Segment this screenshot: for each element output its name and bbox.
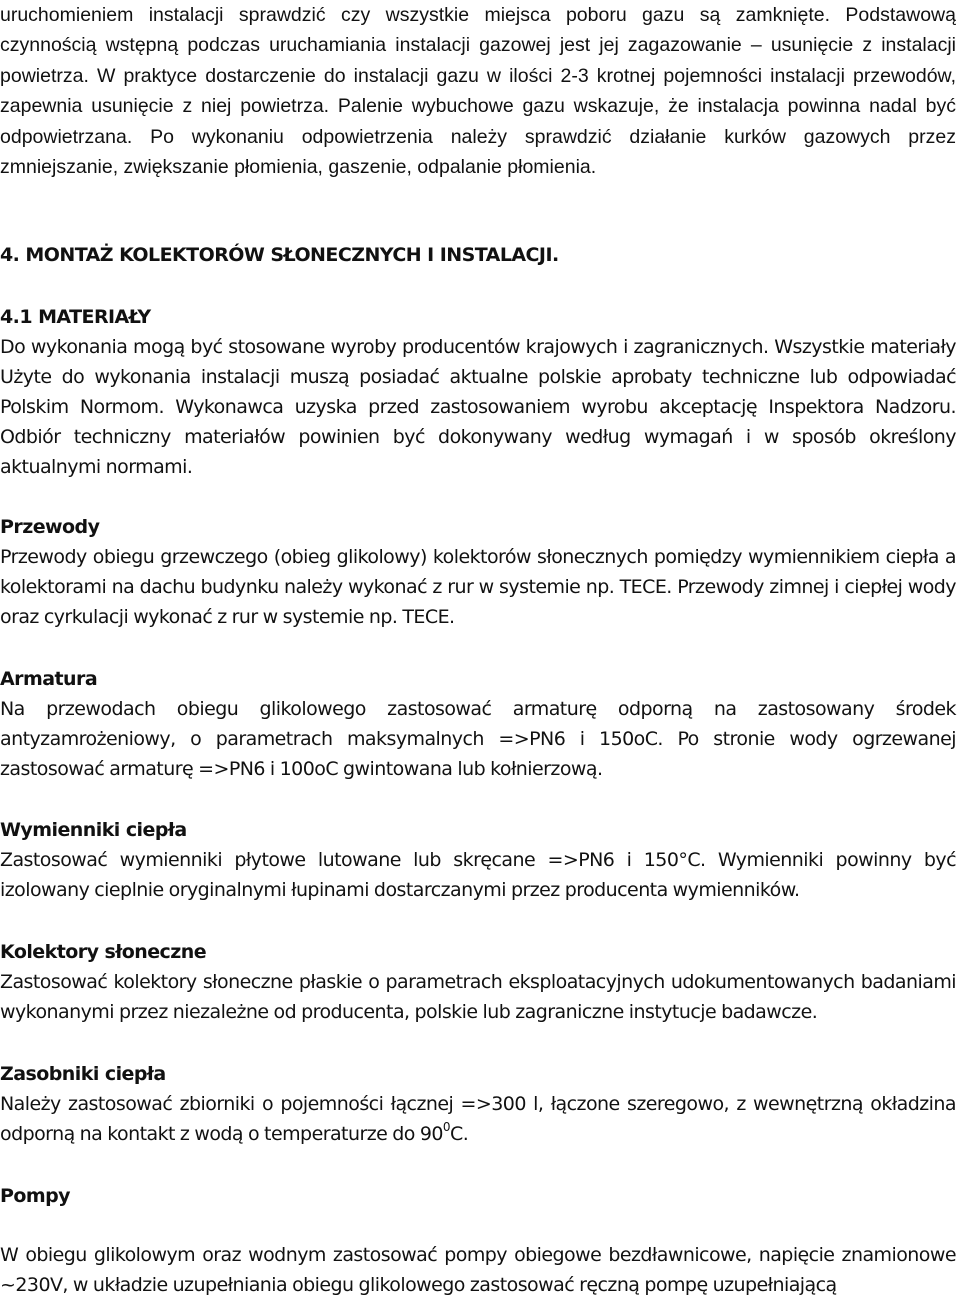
wymienniki-paragraph: Zastosować wymienniki płytowe lutowane lub skręcane =>PN6 i 150°C. Wymienniki powinny być izolowany cieplnie oryginalnymi łupinami dostarczanymi przez producenta wymienników. [0, 849, 956, 901]
section-4-1-heading: 4.1 MATERIAŁY [0, 306, 151, 328]
pompy-paragraph: W obiegu glikolowym oraz wodnym zastosować pompy obiegowe bezdławnicowe, napięcie znamionowe ~230V, w układzie uzupełniania obiegu glikolowego zastosować ręczną pompę uzupełniającą [0, 1244, 956, 1296]
armatura-heading: Armatura [0, 668, 98, 690]
zasobniki-text: Należy zastosować zbiorniki o pojemności łącznej =>300 l, łączone szeregowo, z wewnętrzną okładzina odporną na kontakt z wodą o temperaturze do 90 [0, 1093, 956, 1145]
zasobniki-paragraph [0, 1089, 956, 1149]
przewody-paragraph: Przewody obiegu grzewczego (obieg glikolowy) kolektorów słonecznych pomiędzy wymiennikiem ciepła a kolektorami na dachu budynku należy wykonać z rur w systemie np. TECE. Przewody zimnej i ciepłej wody oraz cyrkulacji wykonać z rur w systemie np. TECE. [0, 546, 956, 628]
materials-paragraph: Do wykonania mogą być stosowane wyroby producentów krajowych i zagranicznych. Wszystkie materiały Użyte do wykonania instalacji muszą posiadać aktualne polskie aprobaty techniczne lub odpowiadać Polskim Normom. Wykonawca uzyska przed zastosowaniem wyrobu akceptację Inspektora Nadzoru. Odbiór techniczny materiałów powinien być dokonywany według wymagań i w sposób określony aktualnymi normami. [0, 336, 956, 478]
zasobniki-heading: Zasobniki ciepła [0, 1063, 166, 1085]
kolektory-paragraph: Zastosować kolektory słoneczne płaskie o parametrach eksploatacyjnych udokumentowanych badaniami wykonanymi przez niezależne od producenta, polskie lub zagraniczne instytucje badawcze. [0, 971, 956, 1023]
zasobniki-text-end: C. [450, 1123, 469, 1145]
wymienniki-heading: Wymienniki ciepła [0, 819, 187, 841]
przewody-heading: Przewody [0, 516, 100, 538]
kolektory-heading: Kolektory słoneczne [0, 941, 207, 963]
section-4-heading: 4. MONTAŻ KOLEKTORÓW SŁONECZNYCH I INSTALACJI. [0, 244, 559, 266]
pompy-heading: Pompy [0, 1185, 71, 1207]
zasobniki-superscript: 0 [442, 1120, 451, 1134]
intro-paragraph: uruchomieniem instalacji sprawdzić czy wszystkie miejsca poboru gazu są zamknięte. Podstawową czynnością wstępną podczas uruchamiania instalacji gazowej jest jej zagazowanie – usunięcie z instalacji powietrza. W praktyce dostarczenie do instalacji gazu w ilości 2-3 krotnej pojemności instalacji przewodów, zapewnia usunięcie z niej powietrza. Palenie wybuchowe gazu wskazuje, że instalacja powinna nadal być odpowietrzana. Po wykonaniu odpowietrzenia należy sprawdzić działanie kurków gazowych przez zmniejszanie, zwiększanie płomienia, gaszenie, odpalanie płomienia. [0, 4, 956, 179]
armatura-paragraph: Na przewodach obiegu glikolowego zastosować armaturę odporną na zastosowany środek antyzamrożeniowy, o parametrach maksymalnych =>PN6 i 150oC. Po stronie wody ogrzewanej zastosować armaturę =>PN6 i 100oC gwintowana lub kołnierzową. [0, 698, 956, 780]
